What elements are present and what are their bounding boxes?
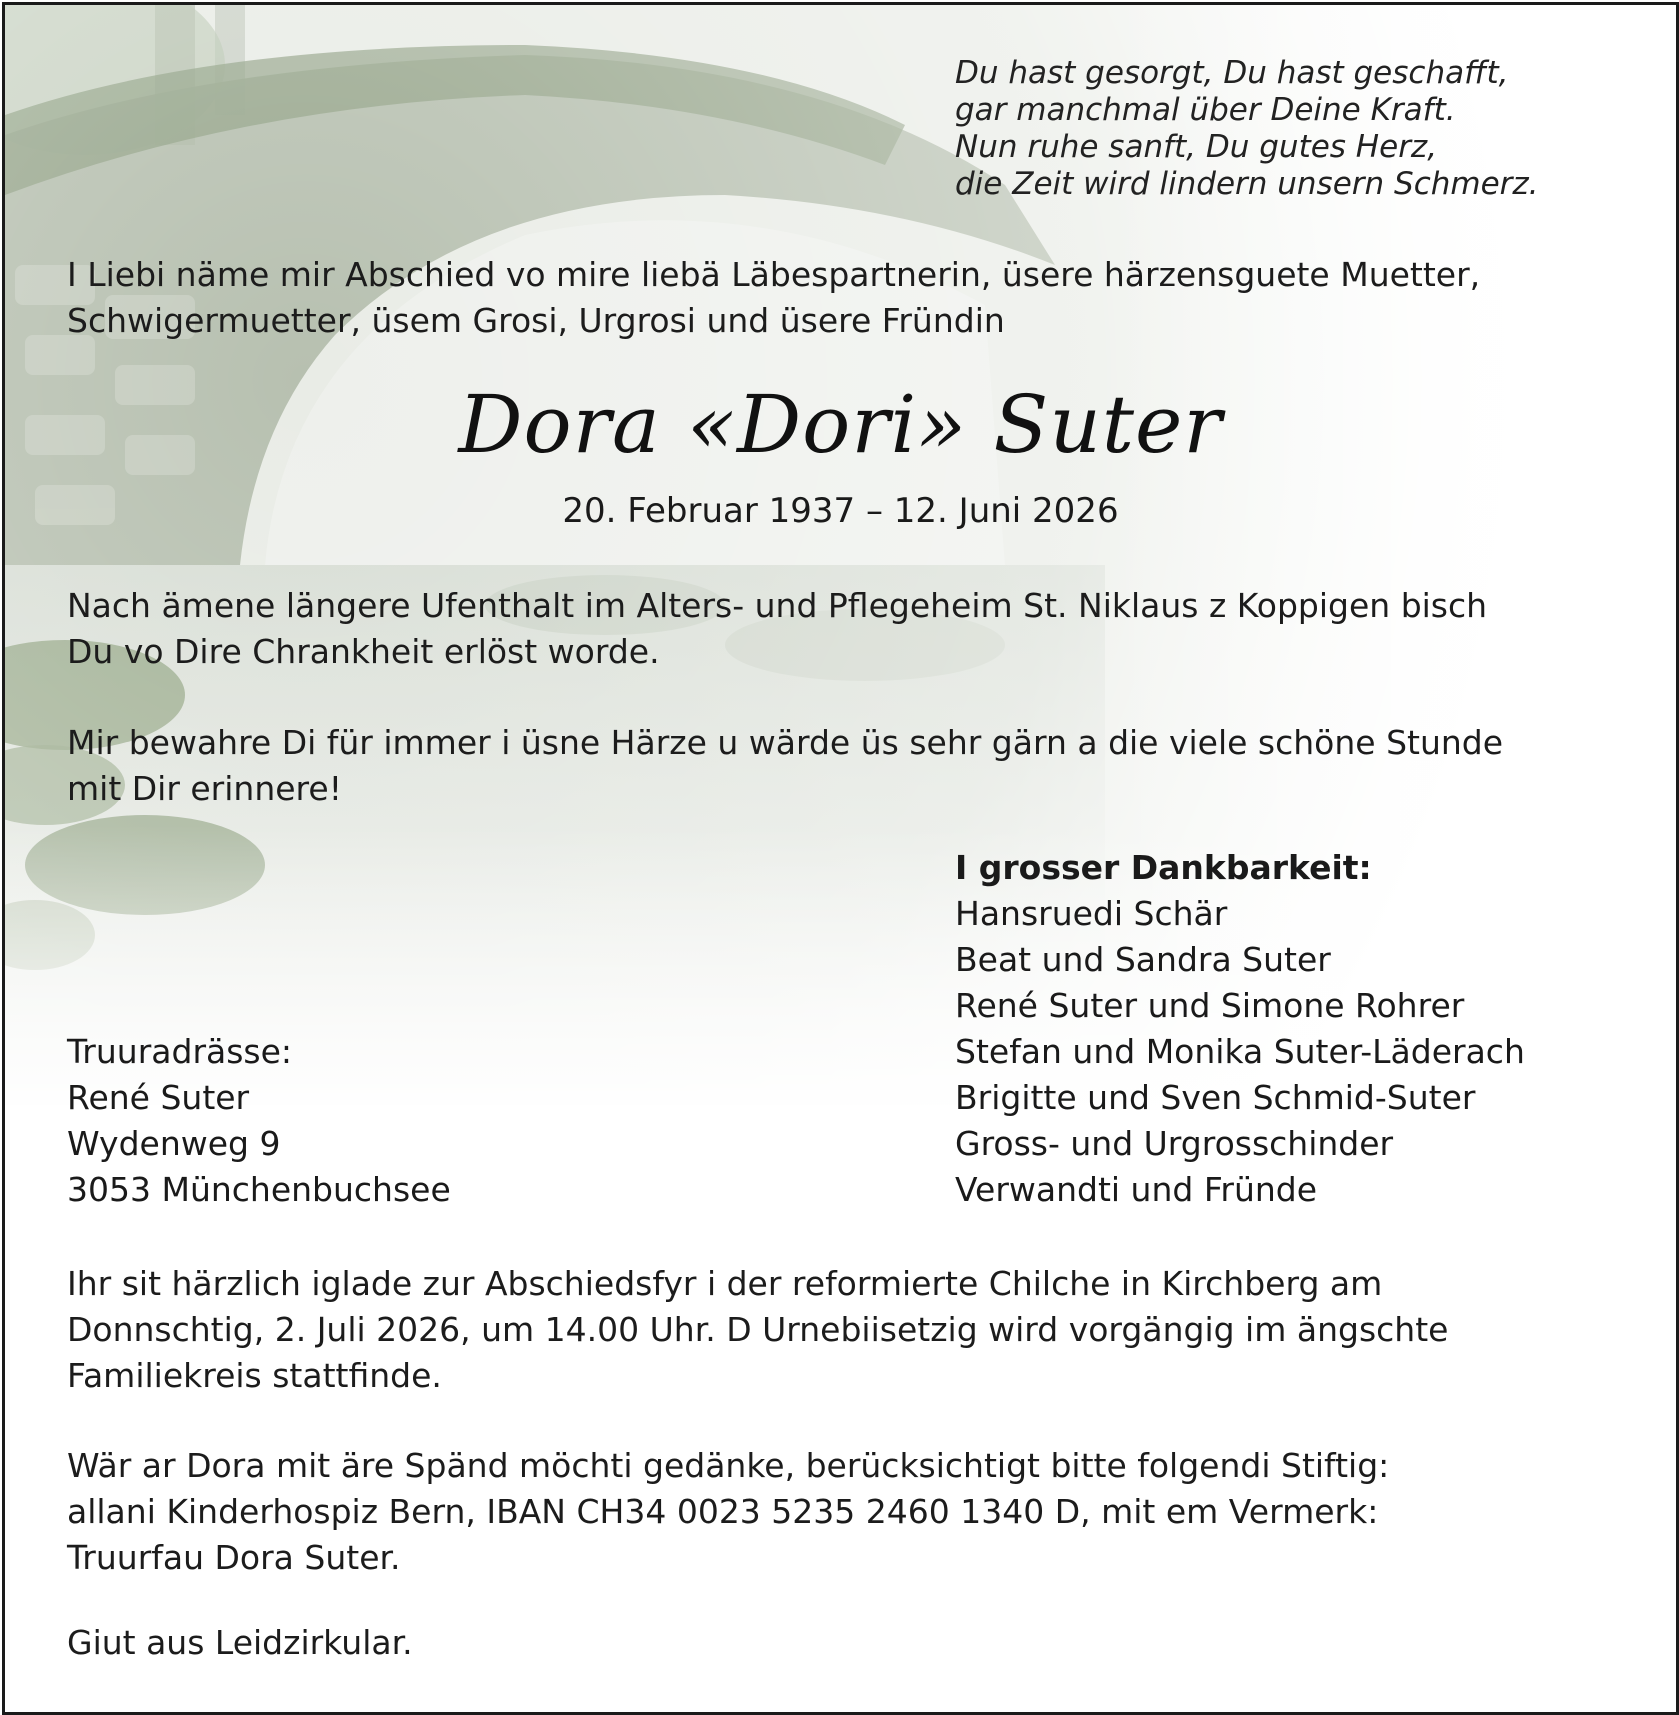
address-label: Truuradrässe: (67, 1032, 293, 1071)
intro-paragraph (67, 252, 1480, 344)
address-line: 3053 Münchenbuchsee (67, 1170, 451, 1209)
mourner-name: Verwandti und Fründe (955, 1170, 1318, 1209)
address-line: René Suter (67, 1078, 250, 1117)
mourning-address (67, 1029, 451, 1213)
motto-line: gar manchmal über Deine Kraft. (955, 92, 1456, 128)
intro-line: I Liebi näme mir Abschied vo mire liebä Läbespartnerin, üsere härzensguete Muetter, (67, 255, 1481, 294)
memory-line: mit Dir erinnere! (67, 769, 342, 808)
donation-paragraph (67, 1443, 1389, 1581)
closing-note: Giut aus Leidzirkular. (67, 1623, 413, 1662)
deceased-name: Dora «Dori» Suter (458, 378, 1223, 471)
stay-line: Nach ämene längere Ufenthalt im Alters- und Pflegeheim St. Niklaus z Koppigen bisch (67, 586, 1488, 625)
stay-line: Du vo Dire Chrankheit erlöst worde. (67, 632, 660, 671)
mourner-name: René Suter und Simone Rohrer (955, 986, 1465, 1025)
motto-line: Nun ruhe sanft, Du gutes Herz, (955, 129, 1438, 165)
address-line: Wydenweg 9 (67, 1124, 281, 1163)
thanks-heading: I grosser Dankbarkeit: (955, 848, 1372, 887)
motto-poem (955, 55, 1539, 203)
motto-line: die Zeit wird lindern unsern Schmerz. (955, 166, 1539, 202)
motto-line: Du hast gesorgt, Du hast geschafft, (955, 55, 1509, 91)
mourner-name: Hansruedi Schär (955, 894, 1228, 933)
mourner-name: Beat und Sandra Suter (955, 940, 1331, 979)
obituary-notice (2, 2, 1679, 1715)
donation-line: Wär ar Dora mit äre Spänd möchti gedänke, berücksichtigt bitte folgendi Stiftig: (67, 1446, 1390, 1485)
service-paragraph (67, 1261, 1448, 1399)
mourner-name: Brigitte und Sven Schmid-Suter (955, 1078, 1476, 1117)
donation-line: allani Kinderhospiz Bern, IBAN CH34 0023 5235 2460 1340 D, mit em Vermerk: (67, 1492, 1379, 1531)
donation-line: Truurfau Dora Suter. (67, 1538, 401, 1577)
mourner-name: Gross- und Urgrosschinder (955, 1124, 1394, 1163)
memory-paragraph (67, 720, 1503, 812)
service-line: Familiekreis stattfinde. (67, 1356, 442, 1395)
intro-line: Schwigermuetter, üsem Grosi, Urgrosi und üsere Fründin (67, 301, 1005, 340)
service-line: Ihr sit härzlich iglade zur Abschiedsfyr i der reformierte Chilche in Kirchberg am (67, 1264, 1383, 1303)
memory-line: Mir bewahre Di für immer i üsne Härze u wärde üs sehr gärn a die viele schöne Stunde (67, 723, 1504, 762)
mourner-name: Stefan und Monika Suter-Läderach (955, 1032, 1525, 1071)
life-dates: 20. Februar 1937 – 12. Juni 2026 (562, 491, 1119, 531)
stay-paragraph (67, 583, 1487, 675)
service-line: Donnschtig, 2. Juli 2026, um 14.00 Uhr. D Urnebiisetzig wird vorgängig im ängschte (67, 1310, 1449, 1349)
mourners-list (955, 845, 1525, 1213)
